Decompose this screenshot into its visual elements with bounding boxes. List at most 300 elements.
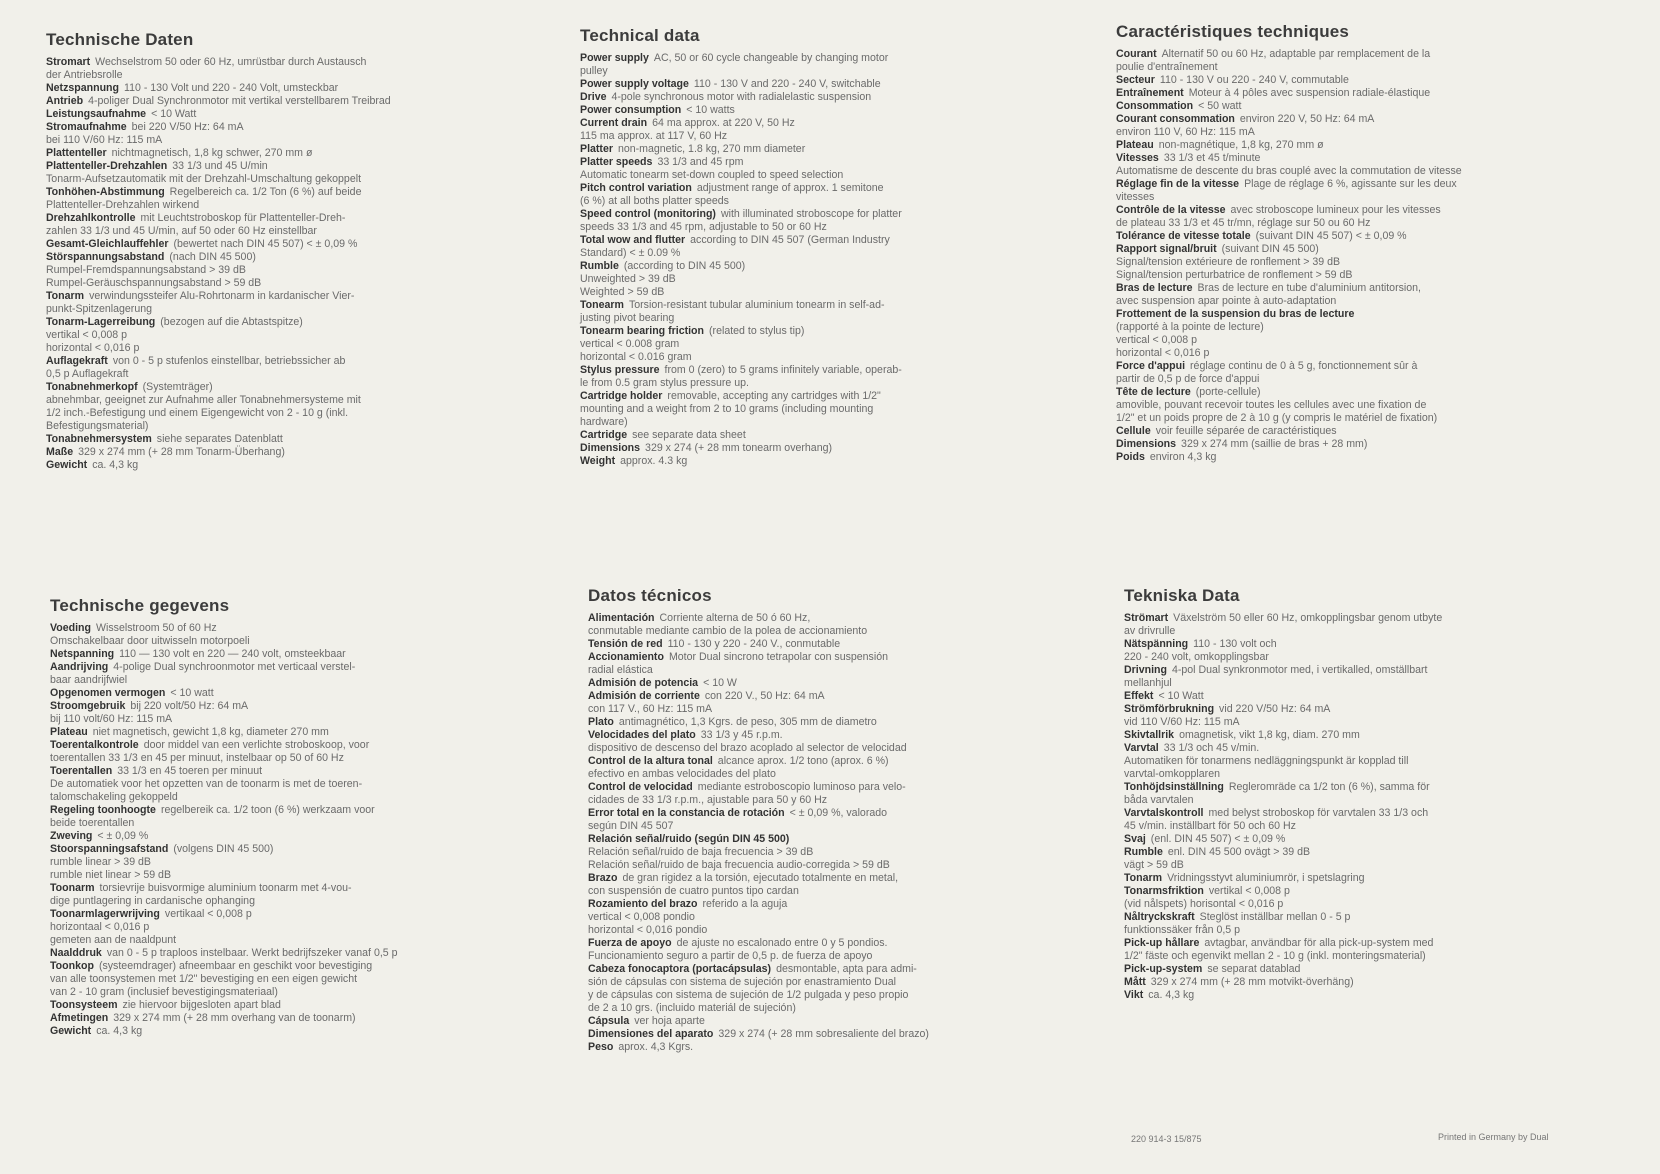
spec-value: abnehmbar, geeignet zur Aufnahme aller Tonabnehmersysteme mit <box>46 394 361 406</box>
spec-label: Dimensions <box>580 442 641 454</box>
spec-line <box>580 429 1058 442</box>
spec-value: 64 ma approx. at 220 V, 50 Hz <box>652 117 795 129</box>
spec-line <box>50 674 528 687</box>
spec-value: de plateau 33 1/3 et 45 tr/mn, réglage sur 50 ou 60 Hz <box>1116 217 1371 229</box>
spec-label: Tonarm-Lagerreibung <box>46 316 156 328</box>
spec-label: Power supply voltage <box>580 78 689 90</box>
spec-line <box>588 1015 1066 1028</box>
spec-line <box>1116 113 1594 126</box>
spec-value: aprox. 4,3 Kgrs. <box>618 1041 694 1053</box>
spec-line <box>588 690 1066 703</box>
spec-line <box>580 104 1058 117</box>
spec-line <box>580 91 1058 104</box>
spec-line <box>588 1028 1066 1041</box>
spec-label: Tonabnehmerkopf <box>46 381 138 393</box>
spec-lines <box>588 612 1066 1054</box>
spec-label: Tonarmsfriktion <box>1124 885 1204 897</box>
spec-line <box>46 82 524 95</box>
spec-line <box>46 69 524 82</box>
spec-line <box>580 78 1058 91</box>
spec-label: Nåltryckskraft <box>1124 911 1195 923</box>
spec-value: verwindungssteifer Alu-Rohrtonarm in kardanischer Vier- <box>89 290 355 302</box>
spec-line <box>588 794 1066 807</box>
spec-line <box>1124 833 1602 846</box>
spec-value: regelbereik ca. 1/2 toon (6 %) werkzaam voor <box>160 804 375 816</box>
spec-line <box>1116 451 1594 464</box>
spec-line <box>1116 438 1594 451</box>
spec-value: rumble linear > 39 dB <box>50 856 151 868</box>
spec-line <box>50 804 528 817</box>
spec-lines <box>50 622 528 1038</box>
spec-value: Wisselstroom 50 of 60 Hz <box>96 622 217 634</box>
spec-line <box>580 286 1058 299</box>
spec-label: Dimensiones del aparato <box>588 1028 714 1040</box>
spec-value: < ± 0,09 % <box>97 830 149 842</box>
spec-line <box>46 199 524 212</box>
spec-value: (nach DIN 45 500) <box>169 251 256 263</box>
spec-line <box>1116 243 1594 256</box>
spec-line <box>1124 742 1602 755</box>
spec-value: 0,5 p Auflagekraft <box>46 368 129 380</box>
spec-value: Befestigungsmaterial) <box>46 420 149 432</box>
spec-value: omagnetisk, vikt 1,8 kg, diam. 270 mm <box>1179 729 1360 741</box>
spec-line <box>588 716 1066 729</box>
spec-value: non-magnétique, 1,8 kg, 270 mm ø <box>1158 139 1324 151</box>
spec-label: Cápsula <box>588 1015 630 1027</box>
spec-value: se separat datablad <box>1207 963 1301 975</box>
spec-line <box>46 212 524 225</box>
spec-label: Control de velocidad <box>588 781 693 793</box>
section-title: Technische Daten <box>46 30 194 49</box>
spec-label: Aandrijving <box>50 661 109 673</box>
section-title: Technical data <box>580 26 700 45</box>
spec-line <box>46 290 524 303</box>
spec-label: Cabeza fonocaptora (portacápsulas) <box>588 963 772 975</box>
spec-label: Rozamiento del brazo <box>588 898 698 910</box>
spec-line <box>588 755 1066 768</box>
spec-line <box>588 742 1066 755</box>
spec-label: Secteur <box>1116 74 1155 86</box>
spec-label: Contrôle de la vitesse <box>1116 204 1226 216</box>
spec-value: < 10 W <box>703 677 737 689</box>
spec-value: non-magnetic, 1.8 kg, 270 mm diameter <box>617 143 806 155</box>
spec-value: antimagnético, 1,3 Kgrs. de peso, 305 mm de diametro <box>618 716 877 728</box>
spec-line <box>1116 139 1594 152</box>
spec-value: réglage continu de 0 à 5 g, fonctionnement sûr à <box>1190 360 1418 372</box>
spec-line <box>580 351 1058 364</box>
spec-value: bei 110 V/60 Hz: 115 mA <box>46 134 163 146</box>
spec-line <box>588 937 1066 950</box>
spec-label: Gewicht <box>46 459 88 471</box>
spec-label: Dimensions <box>1116 438 1177 450</box>
spec-line <box>50 726 528 739</box>
spec-line <box>50 700 528 713</box>
spec-line <box>1124 625 1602 638</box>
spec-value: bij 110 volt/60 Hz: 115 mA <box>50 713 173 725</box>
spec-line <box>46 173 524 186</box>
spec-line <box>46 108 524 121</box>
spec-value: 33 1/3 en 45 toeren per minuut <box>117 765 263 777</box>
spec-label: Admisión de potencia <box>588 677 699 689</box>
spec-value: desmontable, apta para admi- <box>776 963 917 975</box>
spec-label: Poids <box>1116 451 1145 463</box>
spec-value: 329 x 274 (+ 28 mm sobresaliente del brazo) <box>718 1028 929 1040</box>
spec-value: 33 1/3 et 45 t/minute <box>1163 152 1261 164</box>
spec-line <box>1124 989 1602 1002</box>
spec-line <box>588 625 1066 638</box>
spec-line <box>46 433 524 446</box>
spec-value: enl. DIN 45 500 ovägt > 39 dB <box>1167 846 1311 858</box>
spec-value: justing pivot bearing <box>580 312 675 324</box>
spec-label: Alimentación <box>588 612 655 624</box>
spec-value: nichtmagnetisch, 1,8 kg schwer, 270 mm ø <box>111 147 313 159</box>
spec-value: 33 1/3 and 45 rpm <box>657 156 744 168</box>
spec-label: Svaj <box>1124 833 1146 845</box>
spec-line <box>588 612 1066 625</box>
spec-label: Rapport signal/bruit <box>1116 243 1217 255</box>
spec-label: Strömförbrukning <box>1124 703 1215 715</box>
spec-value: van 0 - 5 p traploos instelbaar. Werkt bedrijfszeker vanaf 0,5 p <box>106 947 398 959</box>
spec-value: beide toerentallen <box>50 817 135 829</box>
spec-value: Rumpel-Geräuschspannungsabstand > 59 dB <box>46 277 262 289</box>
spec-label: Skivtallrik <box>1124 729 1175 741</box>
spec-line <box>1116 347 1594 360</box>
spec-label: Power consumption <box>580 104 682 116</box>
spec-label: Speed control (monitoring) <box>580 208 716 220</box>
spec-line <box>50 713 528 726</box>
spec-value: 329 x 274 mm (+ 28 mm Tonarm-Überhang) <box>78 446 285 458</box>
spec-value: 4-pol Dual synkronmotor med, i vertikalled, omställbart <box>1171 664 1428 676</box>
section-german <box>46 30 524 472</box>
spec-line <box>50 908 528 921</box>
spec-label: Toonkop <box>50 960 94 972</box>
spec-line <box>1116 61 1594 74</box>
spec-line <box>46 251 524 264</box>
spec-value: < 10 watts <box>686 104 735 116</box>
spec-value: (rapporté à la pointe de lecture) <box>1116 321 1264 333</box>
spec-value: funktionssäker från 0,5 p <box>1124 924 1241 936</box>
spec-line <box>588 664 1066 677</box>
spec-value: < ± 0,09 %, valorado <box>789 807 888 819</box>
spec-value: van alle toonsystemen met 1/2" bevestiging en een eigen gewicht <box>50 973 358 985</box>
spec-label: Naalddruk <box>50 947 102 959</box>
spec-line <box>1116 412 1594 425</box>
spec-line <box>580 416 1058 429</box>
spec-lines <box>1124 612 1602 1002</box>
spec-value: (suivant DIN 45 507) < ± 0,09 % <box>1255 230 1407 242</box>
spec-label: Consommation <box>1116 100 1194 112</box>
spec-line <box>50 947 528 960</box>
spec-label: Voeding <box>50 622 91 634</box>
spec-value: avec suspension apar pointe à auto-adaptation <box>1116 295 1337 307</box>
spec-label: Gesamt-Gleichlauffehler <box>46 238 169 250</box>
spec-line <box>1116 48 1594 61</box>
spec-value: Wechselstrom 50 oder 60 Hz, umrüstbar durch Austausch <box>95 56 367 68</box>
spec-value: punkt-Spitzenlagerung <box>46 303 153 315</box>
spec-label: Pick-up-system <box>1124 963 1203 975</box>
spec-label: Varvtalskontroll <box>1124 807 1204 819</box>
spec-line <box>46 446 524 459</box>
spec-label: Entraînement <box>1116 87 1184 99</box>
spec-value: horizontal < 0,016 p <box>1116 347 1210 359</box>
spec-line <box>50 622 528 635</box>
spec-line <box>1124 703 1602 716</box>
spec-value: Automatiken för tonarmens nedläggningspunkt är kopplad till <box>1124 755 1409 767</box>
spec-line <box>588 1041 1066 1054</box>
spec-line <box>50 739 528 752</box>
spec-line <box>580 260 1058 273</box>
spec-label: Pitch control variation <box>580 182 692 194</box>
spec-value: conmutable mediante cambio de la polea de accionamiento <box>588 625 868 637</box>
spec-line <box>1124 638 1602 651</box>
spec-value: bij 220 volt/50 Hz: 64 mA <box>130 700 249 712</box>
spec-value: < 10 Watt <box>151 108 197 120</box>
spec-value: adjustment range of approx. 1 semitone <box>696 182 884 194</box>
spec-label: Brazo <box>588 872 618 884</box>
section-title: Caractéristiques techniques <box>1116 22 1350 41</box>
spec-value: < 10 Watt <box>1158 690 1204 702</box>
spec-value: Unweighted > 39 dB <box>580 273 676 285</box>
spec-line <box>1124 677 1602 690</box>
spec-line <box>50 778 528 791</box>
spec-value: med belyst stroboskop för varvtalen 33 1/3 och <box>1208 807 1429 819</box>
spec-line <box>46 329 524 342</box>
spec-value: de 2 a 10 grs. (incluido materiál de sujeción) <box>588 1002 796 1014</box>
printed-by: Printed in Germany by Dual <box>1438 1132 1549 1142</box>
spec-value: see separate data sheet <box>632 429 746 441</box>
spec-label: Tonearm bearing friction <box>580 325 705 337</box>
spec-line <box>1116 269 1594 282</box>
spec-label: Stroomgebruik <box>50 700 126 712</box>
spec-line <box>1116 74 1594 87</box>
spec-line <box>46 368 524 381</box>
spec-label: Toonarmlagerwrijving <box>50 908 160 920</box>
spec-line <box>46 121 524 134</box>
spec-label: Tonabnehmersystem <box>46 433 152 445</box>
spec-label: Velocidades del plato <box>588 729 696 741</box>
spec-value: con 220 V., 50 Hz: 64 mA <box>704 690 825 702</box>
spec-line <box>50 921 528 934</box>
spec-line <box>46 134 524 147</box>
spec-value: bei 220 V/50 Hz: 64 mA <box>131 121 244 133</box>
spec-value: < 50 watt <box>1198 100 1242 112</box>
spec-label: Toonarm <box>50 882 95 894</box>
spec-value: Regelbereich ca. 1/2 Ton (6 %) auf beide <box>169 186 362 198</box>
spec-label: Bras de lecture <box>1116 282 1193 294</box>
spec-value: (suivant DIN 45 500) <box>1221 243 1319 255</box>
spec-line <box>580 208 1058 221</box>
section-title: Technische gegevens <box>50 596 230 615</box>
spec-label: Weight <box>580 455 616 467</box>
spec-line <box>588 859 1066 872</box>
spec-label: Toerentallen <box>50 765 113 777</box>
spec-value: torsievrije buisvormige aluminium toonarm met 4-vou- <box>99 882 352 894</box>
spec-label: Rumble <box>580 260 619 272</box>
spec-value: AC, 50 or 60 cycle changeable by changing motor <box>653 52 889 64</box>
spec-value: vägt > 59 dB <box>1124 859 1184 871</box>
spec-value: removable, accepting any cartridges with 1/2" <box>667 390 881 402</box>
spec-line <box>1124 872 1602 885</box>
spec-label: Accionamiento <box>588 651 664 663</box>
spec-value: 110 - 130 Volt und 220 - 240 Volt, umsteckbar <box>123 82 339 94</box>
spec-value: avtagbar, användbar för alla pick-up-system med <box>1204 937 1434 949</box>
spec-value: niet magnetisch, gewicht 1,8 kg, diameter 270 mm <box>92 726 329 738</box>
spec-value: vertical < 0.008 gram <box>580 338 680 350</box>
spec-value: from 0 (zero) to 5 grams infinitely variable, operab- <box>664 364 902 376</box>
spec-label: Mått <box>1124 976 1146 988</box>
spec-value: Torsion-resistant tubular aluminium tonearm in self-ad- <box>628 299 885 311</box>
spec-value: ca. 4,3 kg <box>96 1025 143 1037</box>
spec-line <box>1116 230 1594 243</box>
spec-label: Relación señal/ruido (según DIN 45 500) <box>588 833 790 845</box>
spec-line <box>1124 846 1602 859</box>
spec-lines <box>1116 48 1594 464</box>
spec-value: hardware) <box>580 416 628 428</box>
spec-line <box>1116 282 1594 295</box>
spec-label: Regeling toonhoogte <box>50 804 156 816</box>
spec-label: Courant consommation <box>1116 113 1235 125</box>
spec-label: Toonsysteem <box>50 999 118 1011</box>
spec-value: avec stroboscope lumineux pour les vitesses <box>1230 204 1441 216</box>
spec-line <box>580 312 1058 325</box>
spec-label: Nätspänning <box>1124 638 1189 650</box>
spec-value: (bezogen auf die Abtastspitze) <box>160 316 303 328</box>
spec-line <box>588 781 1066 794</box>
spec-value: Alternatif 50 ou 60 Hz, adaptable par remplacement de la <box>1161 48 1431 60</box>
spec-line <box>50 752 528 765</box>
spec-line <box>46 264 524 277</box>
spec-value: ca. 4,3 kg <box>1148 989 1195 1001</box>
spec-label: Stromaufnahme <box>46 121 127 133</box>
spec-line <box>50 687 528 700</box>
spec-value: Plage de réglage 6 %, agissante sur les deux <box>1244 178 1457 190</box>
spec-line <box>588 638 1066 651</box>
spec-label: Plattenteller-Drehzahlen <box>46 160 168 172</box>
spec-value: 110 - 130 V ou 220 - 240 V, commutable <box>1159 74 1349 86</box>
spec-line <box>1124 950 1602 963</box>
spec-value: cidades de 33 1/3 r.p.m., ajustable para 50 y 60 Hz <box>588 794 828 806</box>
spec-label: Auflagekraft <box>46 355 108 367</box>
spec-line <box>1116 425 1594 438</box>
spec-line <box>580 247 1058 260</box>
spec-value: (enl. DIN 45 507) < ± 0,09 % <box>1150 833 1286 845</box>
spec-value: (volgens DIN 45 500) <box>173 843 274 855</box>
spec-label: Tolérance de vitesse totale <box>1116 230 1251 242</box>
spec-label: Stromart <box>46 56 91 68</box>
spec-label: Strömart <box>1124 612 1169 624</box>
spec-label: Zweving <box>50 830 93 842</box>
spec-line <box>588 885 1066 898</box>
spec-line <box>1116 217 1594 230</box>
spec-line <box>1116 165 1594 178</box>
spec-line <box>1116 256 1594 269</box>
spec-label: Maße <box>46 446 74 458</box>
spec-value: Motor Dual sincrono tetrapolar con suspensión <box>668 651 888 663</box>
spec-line <box>46 355 524 368</box>
spec-line <box>50 986 528 999</box>
spec-line <box>580 52 1058 65</box>
spec-value: varvtal-omkopplaren <box>1124 768 1220 780</box>
spec-value: 33 1/3 och 45 v/min. <box>1163 742 1260 754</box>
spec-value: 110 — 130 volt en 220 — 240 volt, omsteekbaar <box>119 648 346 660</box>
spec-value: dispositivo de descenso del brazo acoplado al selector de velocidad <box>588 742 907 754</box>
spec-label: Plattenteller <box>46 147 107 159</box>
spec-line <box>588 911 1066 924</box>
spec-value: horizontaal < 0,016 p <box>50 921 150 933</box>
spec-label: Vikt <box>1124 989 1144 1001</box>
spec-line <box>46 342 524 355</box>
spec-line <box>46 459 524 472</box>
spec-line <box>580 390 1058 403</box>
spec-value: vid 220 V/50 Hz: 64 mA <box>1219 703 1331 715</box>
spec-value: con 117 V., 60 Hz: 115 mA <box>588 703 713 715</box>
spec-value: Växelström 50 eller 60 Hz, omkopplingsbar genom utbyte <box>1173 612 1443 624</box>
spec-line <box>588 950 1066 963</box>
spec-value: environ 4,3 kg <box>1149 451 1217 463</box>
spec-line <box>1124 976 1602 989</box>
spec-line <box>46 277 524 290</box>
spec-label: Current drain <box>580 117 648 129</box>
spec-value: 110 - 130 y 220 - 240 V., conmutable <box>667 638 841 650</box>
spec-value: siehe separates Datenblatt <box>156 433 283 445</box>
spec-line <box>1116 178 1594 191</box>
spec-line <box>588 976 1066 989</box>
spec-value: vertikaal < 0,008 p <box>164 908 252 920</box>
spec-line <box>1124 690 1602 703</box>
spec-line <box>1124 768 1602 781</box>
spec-line <box>1124 612 1602 625</box>
spec-line <box>1124 911 1602 924</box>
spec-value: alcance aprox. 1/2 tono (aprox. 6 %) <box>717 755 889 767</box>
spec-value: y de cápsulas con sistema de sujeción de 1/2 pulgada y peso propio <box>588 989 909 1001</box>
spec-label: Cartridge holder <box>580 390 663 402</box>
spec-label: Varvtal <box>1124 742 1159 754</box>
spec-line <box>580 364 1058 377</box>
spec-line <box>1116 386 1594 399</box>
spec-value: Automatic tonearm set-down coupled to speed selection <box>580 169 844 181</box>
spec-line <box>1116 334 1594 347</box>
spec-value: < 10 watt <box>170 687 214 699</box>
spec-value: Rumpel-Fremdspannungsabstand > 39 dB <box>46 264 246 276</box>
spec-value: mit Leuchtstroboskop für Plattenteller-Dreh- <box>140 212 346 224</box>
spec-line <box>588 1002 1066 1015</box>
spec-value: De automatiek voor het opzetten van de toonarm is met de toeren- <box>50 778 363 790</box>
spec-line <box>1124 807 1602 820</box>
spec-value: pulley <box>580 65 608 77</box>
spec-label: Power supply <box>580 52 649 64</box>
spec-label: Leistungsaufnahme <box>46 108 147 120</box>
section-title: Datos técnicos <box>588 586 712 605</box>
spec-line <box>580 169 1058 182</box>
spec-value: mediante estroboscopio luminoso para velo- <box>697 781 906 793</box>
spec-value: 329 x 274 mm (+ 28 mm overhang van de toonarm) <box>113 1012 356 1024</box>
spec-line <box>46 303 524 316</box>
spec-value: 220 - 240 volt, omkopplingsbar <box>1124 651 1269 663</box>
spec-label: Störspannungsabstand <box>46 251 165 263</box>
spec-label: Gewicht <box>50 1025 92 1037</box>
spec-label: Netspanning <box>50 648 115 660</box>
spec-line <box>580 65 1058 78</box>
spec-value: dige puntlagering in cardanische ophanging <box>50 895 255 907</box>
spec-value: (related to stylus tip) <box>709 325 805 337</box>
spec-line <box>580 221 1058 234</box>
spec-line <box>588 677 1066 690</box>
spec-value: referido a la aguja <box>702 898 788 910</box>
spec-line <box>50 661 528 674</box>
spec-value: Moteur à 4 pôles avec suspension radiale-élastique <box>1188 87 1431 99</box>
spec-label: Tensión de red <box>588 638 663 650</box>
spec-value: Signal/tension extérieure de ronflement > 39 dB <box>1116 256 1341 268</box>
